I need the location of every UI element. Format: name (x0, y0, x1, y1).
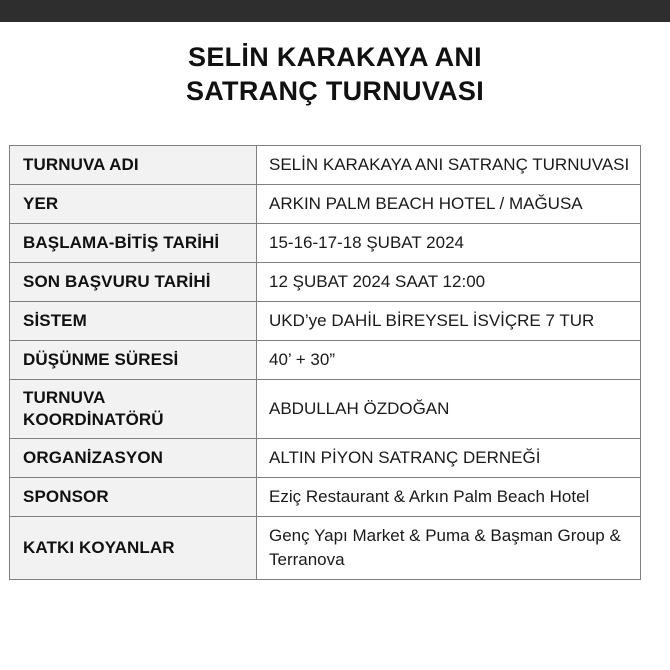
row-label: YER (10, 185, 257, 224)
row-label: SON BAŞVURU TARİHİ (10, 263, 257, 302)
table-row (10, 185, 641, 224)
top-dark-bar (0, 0, 670, 22)
table-row (10, 341, 641, 380)
row-value: Eziç Restaurant & Arkın Palm Beach Hotel (257, 478, 641, 517)
table-row (10, 302, 641, 341)
row-value: ABDULLAH ÖZDOĞAN (257, 380, 641, 439)
row-label: TURNUVA KOORDİNATÖRÜ (10, 380, 257, 439)
row-label: KATKI KOYANLAR (10, 517, 257, 580)
row-value: 12 ŞUBAT 2024 SAAT 12:00 (257, 263, 641, 302)
row-value: SELİN KARAKAYA ANI SATRANÇ TURNUVASI (257, 146, 641, 185)
row-label: SİSTEM (10, 302, 257, 341)
page-title (0, 40, 670, 108)
table-row (10, 517, 641, 580)
row-value: ARKIN PALM BEACH HOTEL / MAĞUSA (257, 185, 641, 224)
row-value: UKD’ye DAHİL BİREYSEL İSVİÇRE 7 TUR (257, 302, 641, 341)
table-row (10, 146, 641, 185)
table-row (10, 380, 641, 439)
row-label: DÜŞÜNME SÜRESİ (10, 341, 257, 380)
row-value: Genç Yapı Market & Puma & Başman Group & Terranova (257, 517, 641, 580)
row-label: BAŞLAMA-BİTİŞ TARİHİ (10, 224, 257, 263)
row-label: TURNUVA ADI (10, 146, 257, 185)
page-title-line-1: SELİN KARAKAYA ANI (188, 42, 482, 72)
row-label: ORGANİZASYON (10, 439, 257, 478)
table-row (10, 263, 641, 302)
row-value: ALTIN PİYON SATRANÇ DERNEĞİ (257, 439, 641, 478)
table-row (10, 439, 641, 478)
row-label: SPONSOR (10, 478, 257, 517)
row-value: 15-16-17-18 ŞUBAT 2024 (257, 224, 641, 263)
table-row (10, 224, 641, 263)
row-value: 40’ + 30” (257, 341, 641, 380)
table-row (10, 478, 641, 517)
tournament-info-table (9, 145, 641, 580)
page-title-line-2: SATRANÇ TURNUVASI (185, 76, 485, 106)
